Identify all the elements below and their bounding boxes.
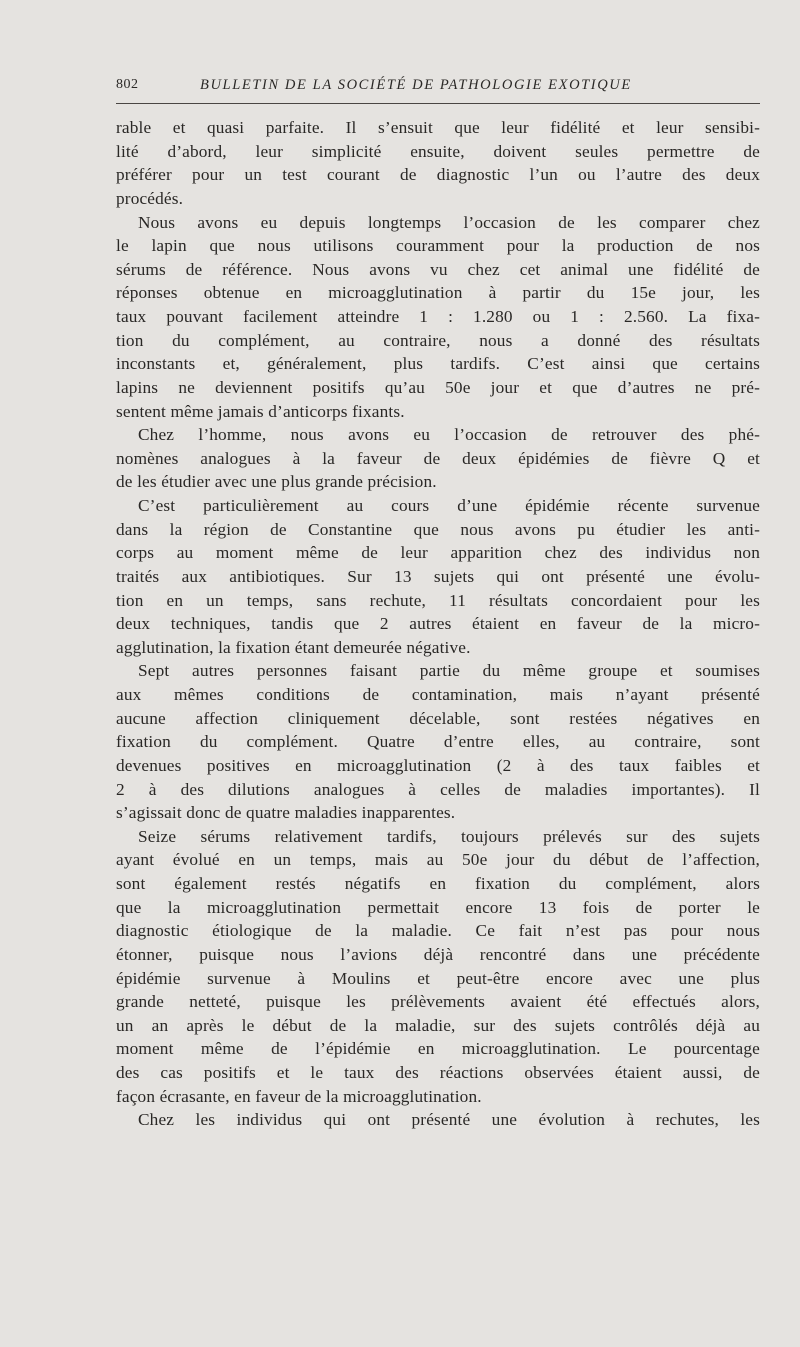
text-line: que la microagglutination permettait encore 13 fois de porter le [116, 897, 760, 917]
text-line: Seize sérums relativement tardifs, toujours prélevés sur des sujets [138, 826, 760, 846]
text-line: s’agissait donc de quatre maladies inapparentes. [116, 803, 456, 823]
page-number: 802 [116, 77, 139, 92]
text-line: tion du complément, au contraire, nous a donné des résultats [116, 330, 760, 350]
text-line: Chez les individus qui ont présenté une évolution à rechutes, les [138, 1110, 760, 1130]
text-line: sérums de référence. Nous avons vu chez cet animal une fidélité de [116, 259, 760, 279]
text-line: ayant évolué en un temps, mais au 50e jour du début de l’affection, [116, 850, 760, 870]
text-line: deux techniques, tandis que 2 autres étaient en faveur de la micro- [116, 614, 760, 634]
text-line: un an après le début de la maladie, sur des sujets contrôlés déjà au [116, 1015, 760, 1035]
text-line: de les étudier avec une plus grande précision. [116, 472, 437, 492]
text-line: rable et quasi parfaite. Il s’ensuit que leur fidélité et leur sensibi- [116, 118, 760, 137]
text-line: nomènes analogues à la faveur de deux épidémies de fièvre Q et [116, 448, 760, 468]
text-line: C’est particulièrement au cours d’une épidémie récente survenue [138, 496, 760, 515]
text-line: aux mêmes conditions de contamination, mais n’ayant présenté [116, 685, 760, 704]
text-line: le lapin que nous utilisons couramment pour la production de nos [116, 236, 760, 256]
text-line: préférer pour un test courant de diagnostic l’un ou l’autre des deux [116, 165, 760, 185]
text-line: Chez l’homme, nous avons eu l’occasion de retrouver des phé- [138, 425, 760, 445]
text-line: Sept autres personnes faisant partie du même groupe et soumises [138, 661, 760, 681]
text-line: étonner, puisque nous l’avions déjà rencontré dans une précédente [116, 944, 760, 964]
text-line: grande netteté, puisque les prélèvements avaient été effectués alors, [116, 992, 760, 1012]
text-line: dans la région de Constantine que nous avons pu étudier les anti- [116, 519, 760, 539]
text-line: réponses obtenue en microagglutination à partir du 15e jour, les [116, 283, 760, 303]
body-text [116, 116, 760, 1132]
text-line: taux pouvant facilement atteindre 1 : 1.280 ou 1 : 2.560. La fixa- [116, 307, 760, 326]
text-line: corps au moment même de leur apparition chez des individus non [116, 543, 760, 563]
text-line: agglutination, la fixation étant demeurée négative. [116, 637, 471, 657]
text-line: lapins ne deviennent positifs qu’au 50e jour et que d’autres ne pré- [116, 377, 760, 397]
text-line: devenues positives en microagglutination (2 à des taux faibles et [116, 755, 760, 775]
text-line: moment même de l’épidémie en microagglutination. Le pourcentage [116, 1039, 760, 1059]
text-line: diagnostic étiologique de la maladie. Ce fait n’est pas pour nous [116, 921, 760, 941]
text-line: épidémie survenue à Moulins et peut-être encore avec une plus [116, 968, 760, 988]
text-line: traités aux antibiotiques. Sur 13 sujets qui ont présenté une évolu- [116, 566, 760, 586]
text-line: façon écrasante, en faveur de la microagglutination. [116, 1086, 482, 1106]
header-rule [116, 103, 760, 104]
text-line: sont également restés négatifs en fixation du complément, alors [116, 874, 760, 893]
text-line: sentent même jamais d’anticorps fixants. [116, 401, 405, 421]
text-line: Nous avons eu depuis longtemps l’occasion de les comparer chez [138, 212, 760, 232]
running-title: BULLETIN DE LA SOCIÉTÉ DE PATHOLOGIE EXOTIQUE [200, 77, 632, 93]
page-header [116, 77, 760, 99]
text-line: fixation du complément. Quatre d’entre elles, au contraire, sont [116, 732, 760, 752]
text-line: des cas positifs et le taux des réactions observées étaient aussi, de [116, 1063, 760, 1082]
text-line: lité d’abord, leur simplicité ensuite, doivent seules permettre de [116, 141, 760, 161]
text-line: aucune affection cliniquement décelable, sont restées négatives en [116, 708, 760, 728]
text-line: 2 à des dilutions analogues à celles de maladies importantes). Il [116, 779, 760, 799]
text-line: tion en un temps, sans rechute, 11 résultats concordaient pour les [116, 590, 760, 610]
text-line: inconstants et, généralement, plus tardifs. C’est ainsi que certains [116, 354, 760, 374]
text-line: procédés. [116, 188, 184, 208]
